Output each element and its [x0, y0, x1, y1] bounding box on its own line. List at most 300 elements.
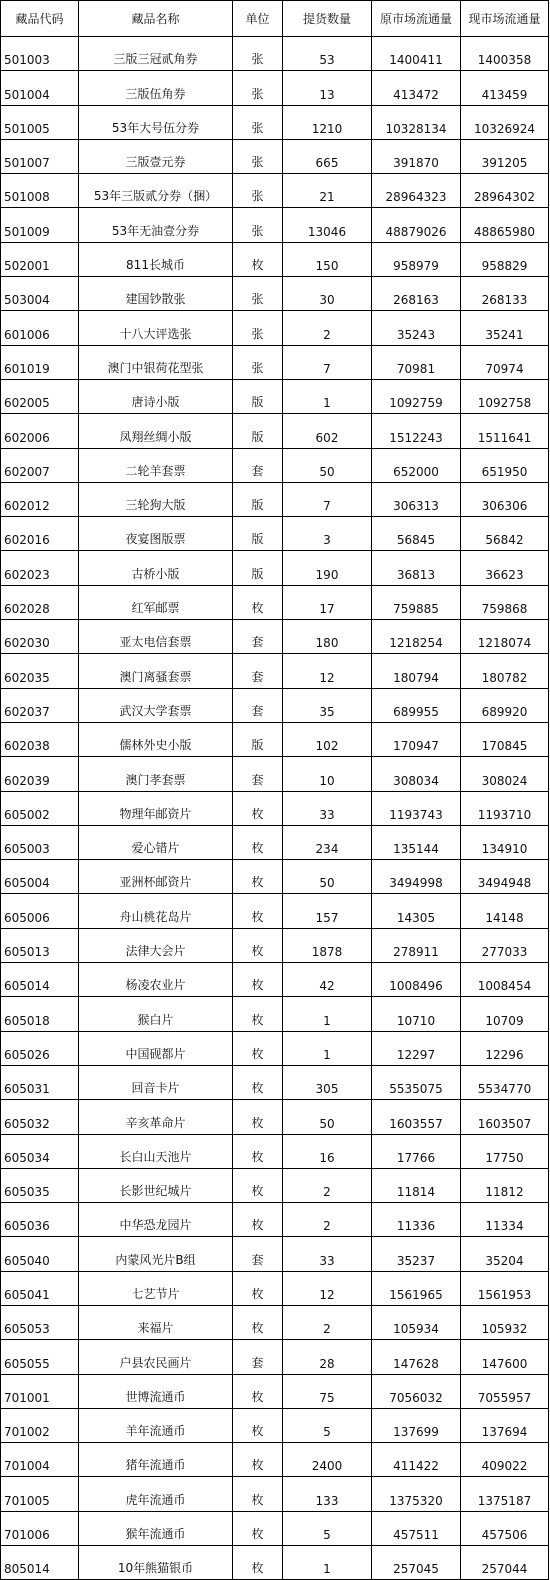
cell-name: 亚洲杯邮资片 — [79, 860, 233, 894]
table-row — [1, 242, 549, 276]
table-row — [1, 928, 549, 962]
cell-code: 605035 — [1, 1168, 79, 1202]
cell-unit: 套 — [233, 1237, 283, 1271]
cell-quantity: 28 — [283, 1340, 372, 1374]
cell-current-circulation: 1561953 — [461, 1271, 549, 1305]
cell-quantity: 30 — [283, 277, 372, 311]
cell-original-circulation: 170947 — [372, 722, 461, 756]
table-row — [1, 311, 549, 345]
cell-quantity: 5 — [283, 1511, 372, 1545]
table-row — [1, 757, 549, 791]
cell-name: 杨凌农业片 — [79, 963, 233, 997]
cell-name: 长白山天池片 — [79, 1134, 233, 1168]
table-row — [1, 1443, 549, 1477]
cell-name: 二轮羊套票 — [79, 448, 233, 482]
cell-quantity: 305 — [283, 1065, 372, 1099]
cell-original-circulation: 135144 — [372, 825, 461, 859]
cell-original-circulation: 308034 — [372, 757, 461, 791]
cell-current-circulation: 35204 — [461, 1237, 549, 1271]
cell-quantity: 12 — [283, 654, 372, 688]
cell-unit: 枚 — [233, 242, 283, 276]
table-row — [1, 139, 549, 173]
cell-name: 夜宴图版票 — [79, 517, 233, 551]
cell-current-circulation: 105932 — [461, 1305, 549, 1339]
cell-original-circulation: 1561965 — [372, 1271, 461, 1305]
cell-quantity: 2 — [283, 1168, 372, 1202]
cell-code: 605004 — [1, 860, 79, 894]
cell-name: 建国钞散张 — [79, 277, 233, 311]
cell-code: 605032 — [1, 1100, 79, 1134]
cell-unit: 张 — [233, 208, 283, 242]
cell-code: 701005 — [1, 1477, 79, 1511]
cell-name: 红军邮票 — [79, 585, 233, 619]
cell-original-circulation: 147628 — [372, 1340, 461, 1374]
cell-code: 605013 — [1, 928, 79, 962]
cell-current-circulation: 147600 — [461, 1340, 549, 1374]
cell-name: 羊年流通币 — [79, 1408, 233, 1442]
cell-code: 602005 — [1, 379, 79, 413]
cell-original-circulation: 1603557 — [372, 1100, 461, 1134]
cell-code: 602038 — [1, 722, 79, 756]
cell-original-circulation: 17766 — [372, 1134, 461, 1168]
cell-name: 凤翔丝绸小版 — [79, 414, 233, 448]
cell-unit: 套 — [233, 654, 283, 688]
cell-unit: 枚 — [233, 1031, 283, 1065]
table-row — [1, 963, 549, 997]
cell-original-circulation: 35243 — [372, 311, 461, 345]
cell-name: 长影世纪城片 — [79, 1168, 233, 1202]
cell-current-circulation: 1092758 — [461, 379, 549, 413]
header-current-circulation: 现市场流通量 — [461, 1, 549, 37]
cell-code: 602016 — [1, 517, 79, 551]
cell-original-circulation: 1375320 — [372, 1477, 461, 1511]
table-row — [1, 825, 549, 859]
cell-original-circulation: 11336 — [372, 1203, 461, 1237]
cell-unit: 套 — [233, 688, 283, 722]
cell-current-circulation: 14148 — [461, 894, 549, 928]
cell-current-circulation: 10709 — [461, 997, 549, 1031]
table-row — [1, 688, 549, 722]
table-row — [1, 277, 549, 311]
table-row — [1, 1271, 549, 1305]
cell-unit: 枚 — [233, 1271, 283, 1305]
cell-quantity: 1210 — [283, 105, 372, 139]
cell-current-circulation: 277033 — [461, 928, 549, 962]
cell-original-circulation: 1193743 — [372, 791, 461, 825]
cell-current-circulation: 12296 — [461, 1031, 549, 1065]
table-row — [1, 894, 549, 928]
cell-unit: 枚 — [233, 825, 283, 859]
cell-quantity: 190 — [283, 551, 372, 585]
cell-quantity: 7 — [283, 482, 372, 516]
cell-current-circulation: 3494948 — [461, 860, 549, 894]
cell-name: 来福片 — [79, 1305, 233, 1339]
cell-unit: 张 — [233, 37, 283, 71]
cell-code: 605026 — [1, 1031, 79, 1065]
cell-name: 中华恐龙园片 — [79, 1203, 233, 1237]
cell-current-circulation: 1218074 — [461, 620, 549, 654]
cell-original-circulation: 306313 — [372, 482, 461, 516]
cell-current-circulation: 48865980 — [461, 208, 549, 242]
cell-code: 602006 — [1, 414, 79, 448]
cell-current-circulation: 11812 — [461, 1168, 549, 1202]
cell-current-circulation: 28964302 — [461, 174, 549, 208]
cell-original-circulation: 180794 — [372, 654, 461, 688]
cell-code: 501003 — [1, 37, 79, 71]
table-row — [1, 1408, 549, 1442]
cell-current-circulation: 306306 — [461, 482, 549, 516]
cell-current-circulation: 11334 — [461, 1203, 549, 1237]
table-row — [1, 1031, 549, 1065]
cell-unit: 枚 — [233, 963, 283, 997]
header-original-circulation: 原市场流通量 — [372, 1, 461, 37]
header-unit: 单位 — [233, 1, 283, 37]
cell-original-circulation: 1008496 — [372, 963, 461, 997]
cell-quantity: 75 — [283, 1374, 372, 1408]
table-row — [1, 482, 549, 516]
table-row — [1, 791, 549, 825]
cell-current-circulation: 689920 — [461, 688, 549, 722]
cell-quantity: 2 — [283, 311, 372, 345]
cell-code: 503004 — [1, 277, 79, 311]
cell-name: 唐诗小版 — [79, 379, 233, 413]
cell-current-circulation: 1603507 — [461, 1100, 549, 1134]
cell-current-circulation: 308024 — [461, 757, 549, 791]
table-row — [1, 105, 549, 139]
cell-unit: 张 — [233, 71, 283, 105]
cell-unit: 套 — [233, 448, 283, 482]
cell-current-circulation: 413459 — [461, 71, 549, 105]
table-row — [1, 448, 549, 482]
table-row — [1, 654, 549, 688]
table-row — [1, 1546, 549, 1580]
cell-original-circulation: 10328134 — [372, 105, 461, 139]
cell-current-circulation: 17750 — [461, 1134, 549, 1168]
cell-original-circulation: 11814 — [372, 1168, 461, 1202]
cell-current-circulation: 651950 — [461, 448, 549, 482]
table-row — [1, 1168, 549, 1202]
cell-code: 605002 — [1, 791, 79, 825]
cell-code: 605036 — [1, 1203, 79, 1237]
cell-code: 701004 — [1, 1443, 79, 1477]
cell-name: 53年无油壹分券 — [79, 208, 233, 242]
cell-quantity: 1 — [283, 379, 372, 413]
cell-unit: 张 — [233, 311, 283, 345]
cell-unit: 版 — [233, 517, 283, 551]
cell-unit: 枚 — [233, 1168, 283, 1202]
cell-name: 中国砚都片 — [79, 1031, 233, 1065]
cell-name: 猴年流通币 — [79, 1511, 233, 1545]
cell-original-circulation: 12297 — [372, 1031, 461, 1065]
cell-original-circulation: 652000 — [372, 448, 461, 482]
cell-quantity: 21 — [283, 174, 372, 208]
cell-unit: 枚 — [233, 1134, 283, 1168]
cell-quantity: 13 — [283, 71, 372, 105]
cell-name: 物理年邮资片 — [79, 791, 233, 825]
cell-code: 605034 — [1, 1134, 79, 1168]
cell-code: 501007 — [1, 139, 79, 173]
header-row — [1, 1, 549, 37]
cell-code: 602028 — [1, 585, 79, 619]
cell-name: 三版壹元券 — [79, 139, 233, 173]
cell-original-circulation: 10710 — [372, 997, 461, 1031]
cell-original-circulation: 105934 — [372, 1305, 461, 1339]
cell-name: 三版伍角券 — [79, 71, 233, 105]
cell-name: 10年熊猫银币 — [79, 1546, 233, 1580]
cell-code: 701001 — [1, 1374, 79, 1408]
cell-current-circulation: 137694 — [461, 1408, 549, 1442]
cell-original-circulation: 70981 — [372, 345, 461, 379]
cell-current-circulation: 391205 — [461, 139, 549, 173]
cell-quantity: 33 — [283, 791, 372, 825]
cell-original-circulation: 689955 — [372, 688, 461, 722]
cell-original-circulation: 411422 — [372, 1443, 461, 1477]
cell-quantity: 665 — [283, 139, 372, 173]
cell-quantity: 180 — [283, 620, 372, 654]
cell-name: 虎年流通币 — [79, 1477, 233, 1511]
table-row — [1, 620, 549, 654]
cell-unit: 枚 — [233, 860, 283, 894]
cell-unit: 枚 — [233, 1305, 283, 1339]
cell-original-circulation: 759885 — [372, 585, 461, 619]
cell-name: 七艺节片 — [79, 1271, 233, 1305]
cell-name: 澳门中银荷花型张 — [79, 345, 233, 379]
table-body — [1, 37, 549, 1580]
cell-name: 法律大会片 — [79, 928, 233, 962]
cell-unit: 套 — [233, 757, 283, 791]
cell-original-circulation: 48879026 — [372, 208, 461, 242]
cell-quantity: 2 — [283, 1203, 372, 1237]
cell-original-circulation: 958979 — [372, 242, 461, 276]
cell-name: 爱心错片 — [79, 825, 233, 859]
cell-quantity: 50 — [283, 1100, 372, 1134]
cell-current-circulation: 457506 — [461, 1511, 549, 1545]
cell-code: 602007 — [1, 448, 79, 482]
cell-current-circulation: 170845 — [461, 722, 549, 756]
cell-original-circulation: 1400411 — [372, 37, 461, 71]
cell-current-circulation: 5534770 — [461, 1065, 549, 1099]
cell-original-circulation: 1218254 — [372, 620, 461, 654]
cell-unit: 枚 — [233, 894, 283, 928]
cell-code: 601006 — [1, 311, 79, 345]
cell-original-circulation: 137699 — [372, 1408, 461, 1442]
cell-unit: 枚 — [233, 1546, 283, 1580]
cell-original-circulation: 391870 — [372, 139, 461, 173]
cell-quantity: 1878 — [283, 928, 372, 962]
cell-original-circulation: 268163 — [372, 277, 461, 311]
cell-unit: 枚 — [233, 928, 283, 962]
cell-unit: 套 — [233, 1340, 283, 1374]
cell-quantity: 157 — [283, 894, 372, 928]
header-quantity: 提货数量 — [283, 1, 372, 37]
cell-unit: 枚 — [233, 791, 283, 825]
cell-code: 602037 — [1, 688, 79, 722]
cell-quantity: 1 — [283, 997, 372, 1031]
cell-current-circulation: 1400358 — [461, 37, 549, 71]
cell-current-circulation: 257044 — [461, 1546, 549, 1580]
cell-current-circulation: 36623 — [461, 551, 549, 585]
cell-quantity: 33 — [283, 1237, 372, 1271]
table-row — [1, 1374, 549, 1408]
cell-code: 605006 — [1, 894, 79, 928]
table-row — [1, 174, 549, 208]
cell-quantity: 42 — [283, 963, 372, 997]
cell-current-circulation: 10326924 — [461, 105, 549, 139]
cell-original-circulation: 1512243 — [372, 414, 461, 448]
table-row — [1, 345, 549, 379]
table-row — [1, 517, 549, 551]
table-row — [1, 1511, 549, 1545]
cell-original-circulation: 457511 — [372, 1511, 461, 1545]
cell-quantity: 2 — [283, 1305, 372, 1339]
cell-name: 811长城币 — [79, 242, 233, 276]
table-row — [1, 37, 549, 71]
cell-code: 605014 — [1, 963, 79, 997]
cell-quantity: 12 — [283, 1271, 372, 1305]
cell-name: 十八大评选张 — [79, 311, 233, 345]
cell-unit: 枚 — [233, 1511, 283, 1545]
cell-name: 户县农民画片 — [79, 1340, 233, 1374]
table-row — [1, 379, 549, 413]
cell-unit: 枚 — [233, 1443, 283, 1477]
header-name: 藏品名称 — [79, 1, 233, 37]
cell-quantity: 3 — [283, 517, 372, 551]
cell-code: 605041 — [1, 1271, 79, 1305]
cell-original-circulation: 413472 — [372, 71, 461, 105]
cell-original-circulation: 257045 — [372, 1546, 461, 1580]
table-row — [1, 208, 549, 242]
cell-quantity: 50 — [283, 448, 372, 482]
cell-code: 701006 — [1, 1511, 79, 1545]
cell-quantity: 1 — [283, 1546, 372, 1580]
cell-quantity: 150 — [283, 242, 372, 276]
cell-name: 舟山桃花岛片 — [79, 894, 233, 928]
cell-current-circulation: 1008454 — [461, 963, 549, 997]
cell-current-circulation: 35241 — [461, 311, 549, 345]
cell-code: 805014 — [1, 1546, 79, 1580]
table-row — [1, 1477, 549, 1511]
cell-unit: 张 — [233, 105, 283, 139]
cell-original-circulation: 28964323 — [372, 174, 461, 208]
cell-code: 501004 — [1, 71, 79, 105]
cell-unit: 枚 — [233, 585, 283, 619]
cell-name: 猪年流通币 — [79, 1443, 233, 1477]
cell-original-circulation: 35237 — [372, 1237, 461, 1271]
cell-name: 53年三版贰分券（捆） — [79, 174, 233, 208]
cell-unit: 枚 — [233, 1374, 283, 1408]
cell-code: 602039 — [1, 757, 79, 791]
cell-quantity: 102 — [283, 722, 372, 756]
cell-quantity: 50 — [283, 860, 372, 894]
cell-current-circulation: 759868 — [461, 585, 549, 619]
cell-quantity: 5 — [283, 1408, 372, 1442]
cell-unit: 枚 — [233, 1408, 283, 1442]
cell-quantity: 17 — [283, 585, 372, 619]
cell-unit: 枚 — [233, 997, 283, 1031]
cell-quantity: 16 — [283, 1134, 372, 1168]
cell-name: 辛亥革命片 — [79, 1100, 233, 1134]
cell-code: 501009 — [1, 208, 79, 242]
cell-name: 三版三冠贰角券 — [79, 37, 233, 71]
table-row — [1, 1100, 549, 1134]
cell-name: 古桥小版 — [79, 551, 233, 585]
cell-quantity: 53 — [283, 37, 372, 71]
cell-quantity: 10 — [283, 757, 372, 791]
cell-quantity: 602 — [283, 414, 372, 448]
table-row — [1, 722, 549, 756]
cell-code: 602030 — [1, 620, 79, 654]
cell-code: 602012 — [1, 482, 79, 516]
cell-unit: 版 — [233, 551, 283, 585]
cell-unit: 张 — [233, 345, 283, 379]
cell-original-circulation: 7056032 — [372, 1374, 461, 1408]
cell-code: 605003 — [1, 825, 79, 859]
cell-current-circulation: 56842 — [461, 517, 549, 551]
cell-unit: 版 — [233, 482, 283, 516]
cell-current-circulation: 268133 — [461, 277, 549, 311]
cell-current-circulation: 958829 — [461, 242, 549, 276]
cell-quantity: 7 — [283, 345, 372, 379]
table-row — [1, 414, 549, 448]
cell-original-circulation: 3494998 — [372, 860, 461, 894]
table-row — [1, 997, 549, 1031]
cell-name: 世博流通币 — [79, 1374, 233, 1408]
cell-quantity: 133 — [283, 1477, 372, 1511]
cell-unit: 枚 — [233, 1477, 283, 1511]
cell-unit: 枚 — [233, 1065, 283, 1099]
cell-current-circulation: 409022 — [461, 1443, 549, 1477]
cell-original-circulation: 14305 — [372, 894, 461, 928]
header-code: 藏品代码 — [1, 1, 79, 37]
cell-name: 亚太电信套票 — [79, 620, 233, 654]
cell-unit: 张 — [233, 277, 283, 311]
cell-code: 501005 — [1, 105, 79, 139]
cell-current-circulation: 7055957 — [461, 1374, 549, 1408]
cell-name: 内蒙风光片B组 — [79, 1237, 233, 1271]
cell-name: 三轮狗大版 — [79, 482, 233, 516]
table-row — [1, 551, 549, 585]
cell-name: 澳门孝套票 — [79, 757, 233, 791]
cell-name: 武汉大学套票 — [79, 688, 233, 722]
cell-quantity: 2400 — [283, 1443, 372, 1477]
cell-code: 605053 — [1, 1305, 79, 1339]
table-row — [1, 1305, 549, 1339]
table-header — [1, 1, 549, 37]
cell-current-circulation: 134910 — [461, 825, 549, 859]
cell-code: 602023 — [1, 551, 79, 585]
cell-original-circulation: 278911 — [372, 928, 461, 962]
table-row — [1, 1203, 549, 1237]
cell-name: 儒林外史小版 — [79, 722, 233, 756]
table-row — [1, 71, 549, 105]
table-row — [1, 585, 549, 619]
cell-unit: 枚 — [233, 1203, 283, 1237]
cell-code: 601019 — [1, 345, 79, 379]
cell-quantity: 1 — [283, 1031, 372, 1065]
cell-original-circulation: 36813 — [372, 551, 461, 585]
cell-unit: 枚 — [233, 1100, 283, 1134]
cell-unit: 版 — [233, 414, 283, 448]
cell-name: 猴白片 — [79, 997, 233, 1031]
cell-quantity: 35 — [283, 688, 372, 722]
cell-original-circulation: 1092759 — [372, 379, 461, 413]
cell-code: 701002 — [1, 1408, 79, 1442]
cell-name: 回音卡片 — [79, 1065, 233, 1099]
table-row — [1, 1237, 549, 1271]
cell-unit: 张 — [233, 139, 283, 173]
cell-original-circulation: 5535075 — [372, 1065, 461, 1099]
cell-current-circulation: 180782 — [461, 654, 549, 688]
